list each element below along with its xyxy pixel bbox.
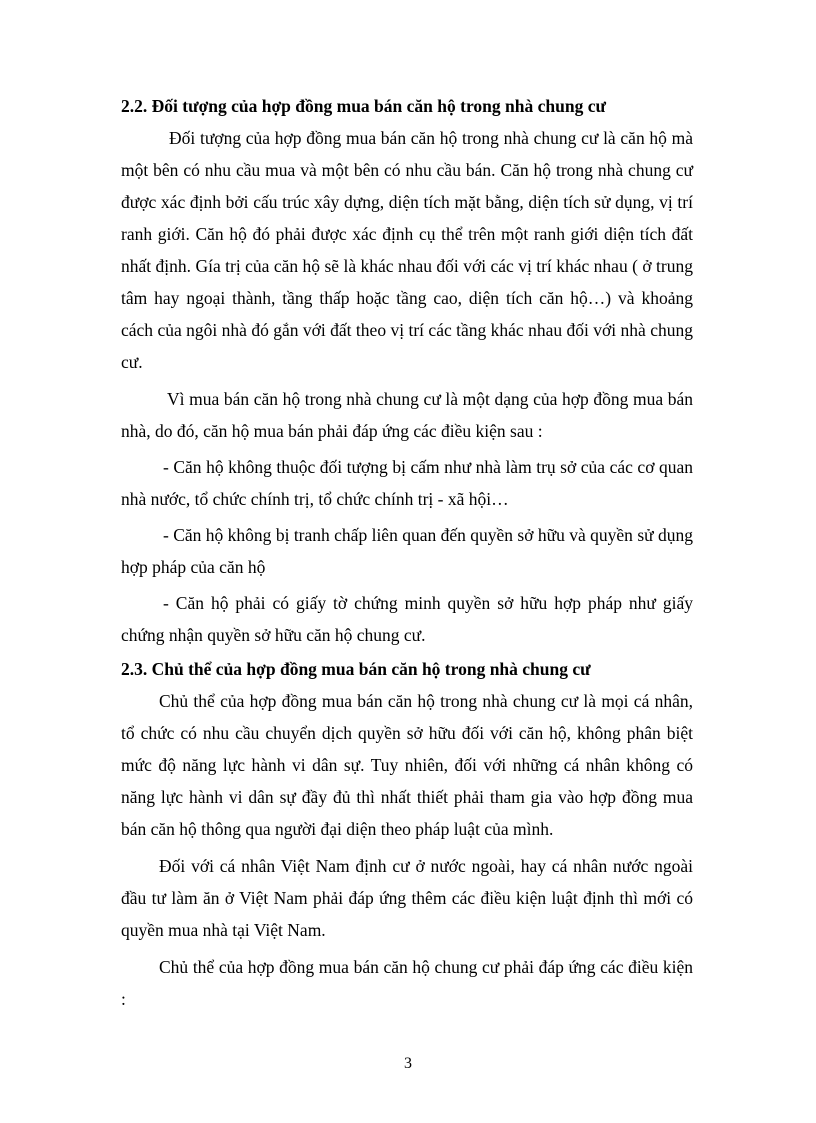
document-page <box>121 90 693 1015</box>
list-item: - Căn hộ không bị tranh chấp liên quan đến quyền sở hữu và quyền sử dụng hợp pháp của căn hộ <box>121 525 693 577</box>
paragraph: Chủ thể của hợp đồng mua bán căn hộ chung cư phải đáp ứng các điều kiện : <box>121 957 693 1009</box>
section-heading-2-3: 2.3. Chủ thể của hợp đồng mua bán căn hộ trong nhà chung cư <box>121 659 591 679</box>
paragraph: Chủ thể của hợp đồng mua bán căn hộ trong nhà chung cư là mọi cá nhân, tổ chức có nhu cầu chuyển dịch quyền sở hữu đối với căn hộ, không phân biệt mức độ năng lực hành vi dân sự. Tuy nhiên, đối với những cá nhân không có năng lực hành vi dân sự đầy đủ thì nhất thiết phải tham gia vào hợp đồng mua bán căn hộ thông qua người đại diện theo pháp luật của mình. <box>121 691 693 839</box>
paragraph: Đối với cá nhân Việt Nam định cư ở nước ngoài, hay cá nhân nước ngoài đầu tư làm ăn ở Việt Nam phải đáp ứng thêm các điều kiện luật định thì mới có quyền mua nhà tại Việt Nam. <box>121 856 693 940</box>
list-item: - Căn hộ phải có giấy tờ chứng minh quyền sở hữu hợp pháp như giấy chứng nhận quyền sở hữu căn hộ chung cư. <box>121 593 693 645</box>
paragraph: Đối tượng của hợp đồng mua bán căn hộ trong nhà chung cư là căn hộ mà một bên có nhu cầu mua và một bên có nhu cầu bán. Căn hộ trong nhà chung cư được xác định bởi cấu trúc xây dựng, diện tích mặt bằng, diện tích sử dụng, vị trí ranh giới. Căn hộ đó phải được xác định cụ thể trên một ranh giới diện tích đất nhất định. Gía trị của căn hộ sẽ là khác nhau đối với các vị trí khác nhau ( ở trung tâm hay ngoại thành, tầng thấp hoặc tầng cao, diện tích căn hộ…) và khoảng cách của ngôi nhà đó gắn với đất theo vị trí các tầng khác nhau đối với nhà chung cư. <box>121 128 693 372</box>
page-number: 3 <box>404 1055 412 1072</box>
list-item: - Căn hộ không thuộc đối tượng bị cấm như nhà làm trụ sở của các cơ quan nhà nước, tổ chức chính trị, tổ chức chính trị - xã hội… <box>121 457 693 509</box>
section-heading-2-2: 2.2. Đối tượng của hợp đồng mua bán căn hộ trong nhà chung cư <box>121 96 606 116</box>
paragraph: Vì mua bán căn hộ trong nhà chung cư là một dạng của hợp đồng mua bán nhà, do đó, căn hộ mua bán phải đáp ứng các điều kiện sau : <box>121 389 693 441</box>
